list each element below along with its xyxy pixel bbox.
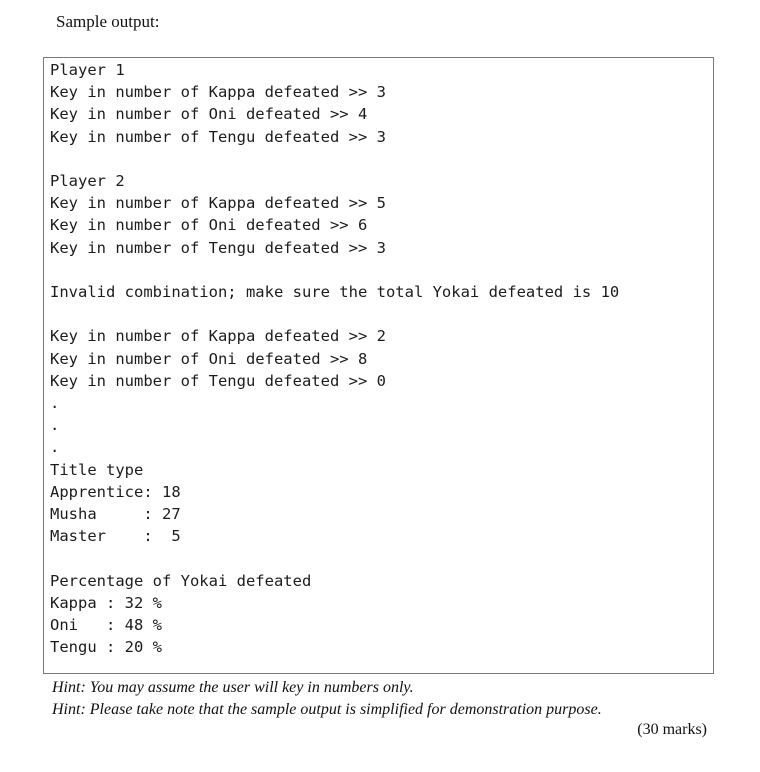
sample-output-heading: Sample output: <box>56 12 160 31</box>
console-output-text: Player 1 Key in number of Kappa defeated >> 3 Key in number of Oni defeated >> 4 Key in number of Tengu defeated >> 3 Player 2 Key in number of Kappa defeated >> 5 Key in number of Oni defeated >> 6 Key in number of Tengu defeated >> 3 Invalid combination; make sure the total Yokai defeated is 10 Key in number of Kappa defeated >> 2 Key in number of Oni defeated >> 8 Key in number of Tengu defeated >> 0 . . . Title type Apprentice: 18 Musha : 27 Master : 5 Percentage of Yokai defeated Kappa : 32 % Oni : 48 % Tengu : 20 % <box>50 61 620 657</box>
console-output-box <box>43 57 714 674</box>
marks-label: (30 marks) <box>637 721 707 738</box>
hint-numbers-only: Hint: You may assume the user will key in numbers only. <box>52 679 414 696</box>
hint-simplified-output: Hint: Please take note that the sample output is simplified for demonstration purpose. <box>52 701 602 718</box>
